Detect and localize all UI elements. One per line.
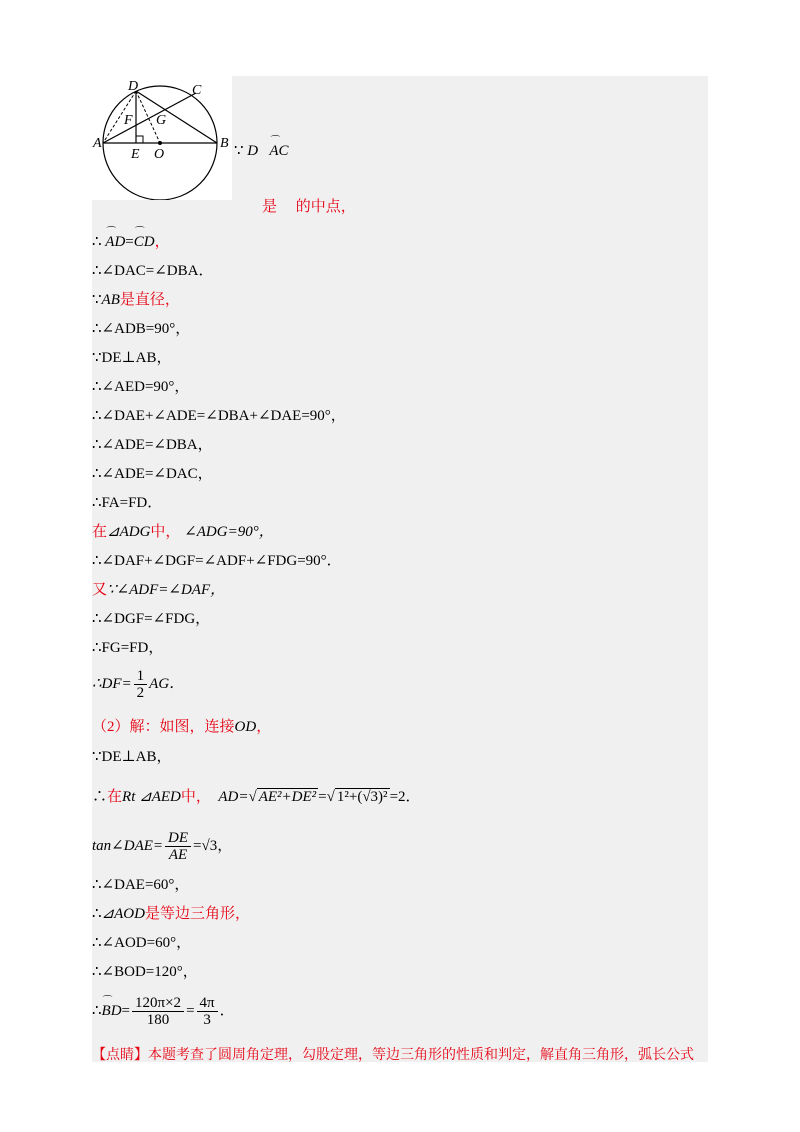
rt-text: Rt <box>122 789 136 805</box>
label-f: F <box>124 113 133 128</box>
point-d: D <box>247 143 259 159</box>
denominator: AE <box>168 847 188 863</box>
line-11: ∴∠ADE=∠DAC， <box>92 466 213 482</box>
root-value: 1²+(√3)² <box>336 789 388 805</box>
line-21: ∴在Rt ⊿AED中， AD=√ AE²+DE² =√ 1²+(√3)² =2． <box>92 789 421 805</box>
zhong-text: 中， <box>180 789 211 805</box>
zhong-text: 中， <box>150 524 181 540</box>
fraction-half <box>134 668 148 701</box>
segment-ab: AB <box>101 292 120 308</box>
therefore-symbol: ∴ <box>92 789 108 805</box>
label-d: D <box>128 79 139 94</box>
root-ae-de: AE²+DE² <box>258 789 317 805</box>
label-o: O <box>154 147 165 162</box>
line-24 <box>92 903 250 925</box>
arc-ac: ⌒ AC <box>269 140 288 162</box>
because-symbol: ∵ <box>92 292 102 308</box>
fraction-de-ae <box>165 830 191 863</box>
line-13 <box>92 521 274 543</box>
angle-adg: ∠ADG=90°， <box>184 524 274 540</box>
angle-eq: ∵∠ADF=∠DAF， <box>107 582 226 598</box>
in-text: 在 <box>107 789 123 805</box>
line-23: ∴∠DAE=60°， <box>92 877 190 893</box>
label-b: B <box>220 136 229 151</box>
sqrt3: =√3， <box>193 837 233 854</box>
line-15 <box>92 579 225 601</box>
denominator: 3 <box>203 1012 211 1028</box>
line-2 <box>262 196 356 218</box>
numerator: DE <box>165 830 191 847</box>
therefore-symbol: ∴ <box>92 906 102 922</box>
is-text: 是 <box>262 199 278 215</box>
numerator: 4π <box>197 995 218 1012</box>
period: ． <box>219 1002 235 1019</box>
therefore-symbol: ∴ <box>92 1002 102 1019</box>
line-7: ∵DE⊥AB， <box>92 350 172 366</box>
geometry-figure <box>92 76 232 200</box>
commentary-footer: 【点睛】本题考查了圆周角定理，勾股定理，等边三角形的性质和判定，解直角三角形，弧长公式 <box>92 1047 694 1063</box>
line-26: ∴∠BOD=120°， <box>92 964 198 980</box>
triangle-aod: ⊿AOD <box>101 906 145 922</box>
line-8: ∴∠AED=90°， <box>92 379 190 395</box>
fraction-result <box>197 995 218 1028</box>
line-18 <box>92 668 184 701</box>
df-eq: ∴DF= <box>92 675 132 692</box>
line-10: ∴∠ADE=∠DBA， <box>92 437 213 453</box>
line-5 <box>92 289 180 311</box>
comma: ， <box>256 719 272 735</box>
because-symbol: ∵ <box>234 143 244 159</box>
line-22 <box>92 830 232 863</box>
line-19 <box>92 716 271 738</box>
equals: = <box>186 1002 195 1019</box>
ad-eq: AD= <box>218 789 249 805</box>
line-6: ∴∠ADB=90°， <box>92 321 191 337</box>
result: =2． <box>389 789 421 805</box>
equals: = <box>318 789 327 805</box>
arc-ad: ⌒ AD <box>105 231 125 253</box>
part2-text: （2）解：如图，连接 <box>92 719 235 735</box>
line-17: ∴FG=FD， <box>92 640 164 656</box>
line-14: ∴∠DAF+∠DGF=∠ADF+∠FDG=90°． <box>92 553 342 569</box>
numerator: 1 <box>134 668 148 685</box>
denominator: 180 <box>146 1012 170 1028</box>
label-g: G <box>156 113 167 128</box>
line-4: ∴∠DAC=∠DBA． <box>92 263 214 279</box>
line-20: ∵DE⊥AB， <box>92 749 172 765</box>
equals: = <box>125 234 134 250</box>
in-text: 在 <box>92 524 108 540</box>
ag-text: AG． <box>149 675 185 692</box>
triangle-aed: ⊿AED <box>139 789 181 805</box>
label-c: C <box>192 83 202 98</box>
segment-od: OD <box>234 719 257 735</box>
label-e: E <box>131 147 140 162</box>
triangle-adg: ⊿ADG <box>107 524 151 540</box>
line-25: ∴∠AOD=60°， <box>92 935 192 951</box>
line-16: ∴∠DGF=∠FDG， <box>92 611 211 627</box>
also-text: 又 <box>92 582 108 598</box>
label-a: A <box>93 136 102 151</box>
comma: ， <box>154 234 170 250</box>
circle-diagram <box>92 76 232 200</box>
denominator: 2 <box>136 685 145 701</box>
line-12: ∴FA=FD． <box>92 495 163 511</box>
arc-cd: ⌒ CD <box>134 231 155 253</box>
line-3 <box>92 231 170 253</box>
midpoint-text: 的中点， <box>295 199 356 215</box>
diameter-text: 是直径， <box>119 292 180 308</box>
line-27 <box>92 995 235 1028</box>
equals: = <box>121 1002 131 1019</box>
numerator: 120π×2 <box>132 995 184 1012</box>
therefore-symbol: ∴ <box>92 234 102 250</box>
tan-text: tan∠DAE= <box>92 837 164 854</box>
fraction-arc <box>132 995 184 1028</box>
line-9: ∴∠DAE+∠ADE=∠DBA+∠DAE=90°， <box>92 408 346 424</box>
equilateral-text: 是等边三角形， <box>144 906 250 922</box>
arc-bd: ⌒ BD <box>102 1000 122 1022</box>
line-1 <box>234 140 289 162</box>
